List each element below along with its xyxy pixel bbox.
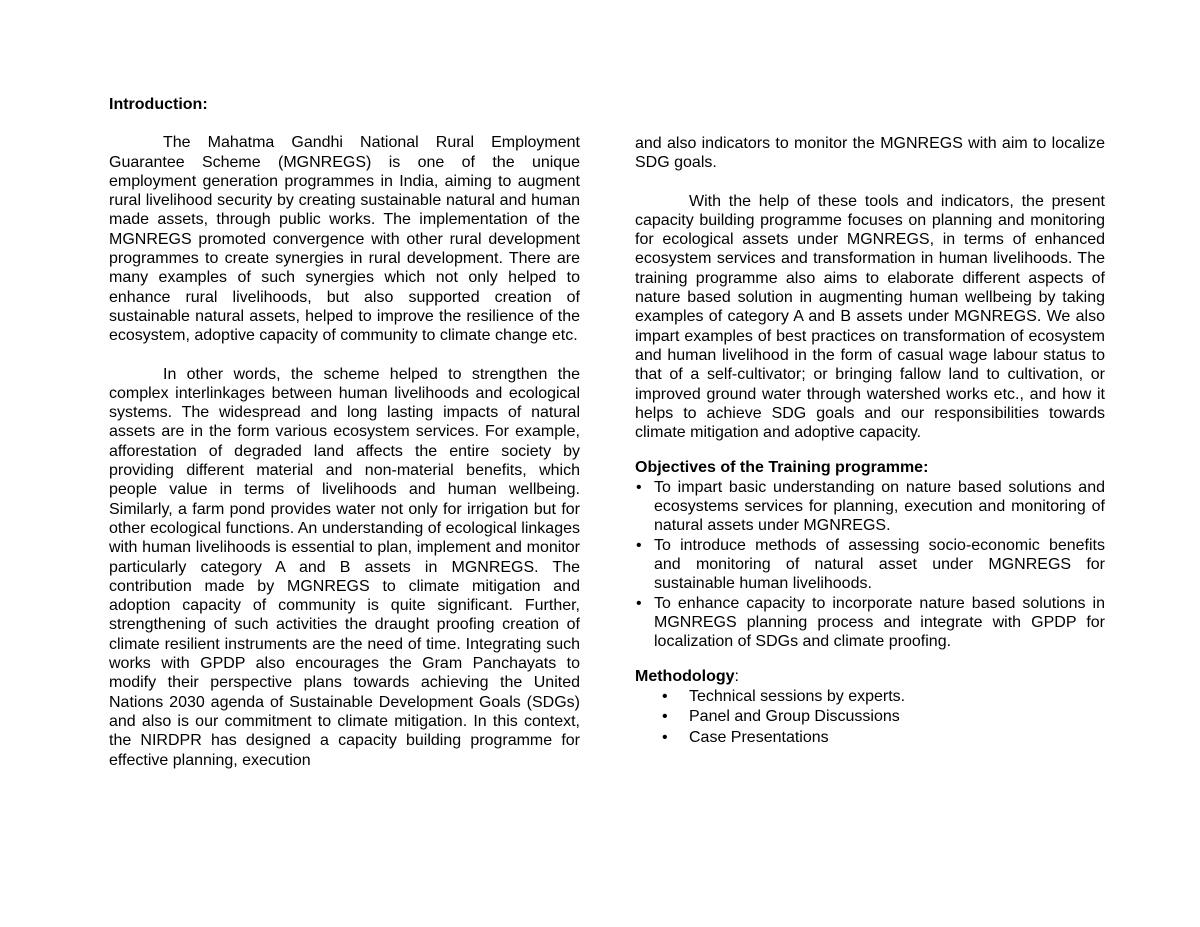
methodology-list (635, 687, 1105, 749)
introduction-paragraph-1: The Mahatma Gandhi National Rural Employment Guarantee Scheme (MGNREGS) is one of the unique employment generation programmes in India, aiming to augment rural livelihood security by creating sustainable natural and human made assets, through public works. The implementation of the MGNREGS promoted convergence with other rural development programmes to create synergies in rural development. There are many examples of such synergies which not only helped to enhance rural livelihoods, but also supported creation of sustainable natural assets, helped to improve the resilience of the ecosystem, adoptive capacity of community to climate change etc. (109, 134, 580, 345)
objectives-heading: Objectives of the Training programme: (635, 459, 929, 477)
objectives-list (635, 478, 1105, 652)
methodology-colon: : (734, 668, 739, 686)
introduction-continuation: and also indicators to monitor the MGNREGS with aim to localize SDG goals. (635, 135, 1105, 172)
introduction-paragraph-3: With the help of these tools and indicators, the present capacity building programme focuses on planning and monitoring for ecological assets under MGNREGS, in terms of enhanced ecosystem services and transformation in human livelihoods. The training programme also aims to elaborate different aspects of nature based solution in augmenting human wellbeing by taking examples of category A and B assets under MGNREGS. We also impart examples of best practices on transformation of ecosystem and human livelihood in the form of casual wage labour status to that of a self-cultivator; or bringing fallow land to cultivation, or improved ground water through watershed works etc., and how it helps to achieve SDG goals and our responsibilities towards climate mitigation and adoptive capacity. (635, 192, 1105, 442)
introduction-heading: Introduction: (109, 96, 208, 113)
methodology-item: • Technical sessions by experts. (635, 687, 1105, 708)
methodology-heading: Methodology (635, 668, 735, 686)
methodology-item: • Case Presentations (635, 728, 1105, 749)
objective-item: • To introduce methods of assessing socio-economic benefits and monitoring of natural asset under MGNREGS for sustainable human livelihoods. (635, 536, 1105, 594)
introduction-paragraph-2: In other words, the scheme helped to strengthen the complex interlinkages between human livelihoods and ecological systems. The widespread and long lasting impacts of natural assets are in the form various ecosystem services. For example, afforestation of degraded land affects the entire society by providing different material and non-material benefits, which people value in terms of livelihoods and human wellbeing. Similarly, a farm pond provides water not only for irrigation but for other ecological functions. An understanding of ecological linkages with human livelihoods is essential to plan, implement and monitor particularly category A and B assets in MGNREGS. The contribution made by MGNREGS to climate mitigation and adoption capacity of community is quite significant. Further, strengthening of such activities the draught proofing creation of climate resilient instruments are the need of time. Integrating such works with GPDP also encourages the Gram Panchayats to modify their perspective plans towards achieving the United Nations 2030 agenda of Sustainable Development Goals (SDGs) and also is our commitment to climate mitigation. In this context, the NIRDPR has designed a capacity building programme for effective planning, execution (109, 365, 580, 769)
methodology-heading-line (635, 667, 1105, 686)
right-column (635, 134, 1105, 748)
methodology-item: • Panel and Group Discussions (635, 707, 1105, 728)
objective-item: • To impart basic understanding on nature based solutions and ecosystems services for planning, execution and monitoring of natural assets under MGNREGS. (635, 478, 1105, 536)
objective-item: • To enhance capacity to incorporate nature based solutions in MGNREGS planning process and integrate with GPDP for localization of SDGs and climate proofing. (635, 594, 1105, 652)
left-column (109, 95, 580, 770)
